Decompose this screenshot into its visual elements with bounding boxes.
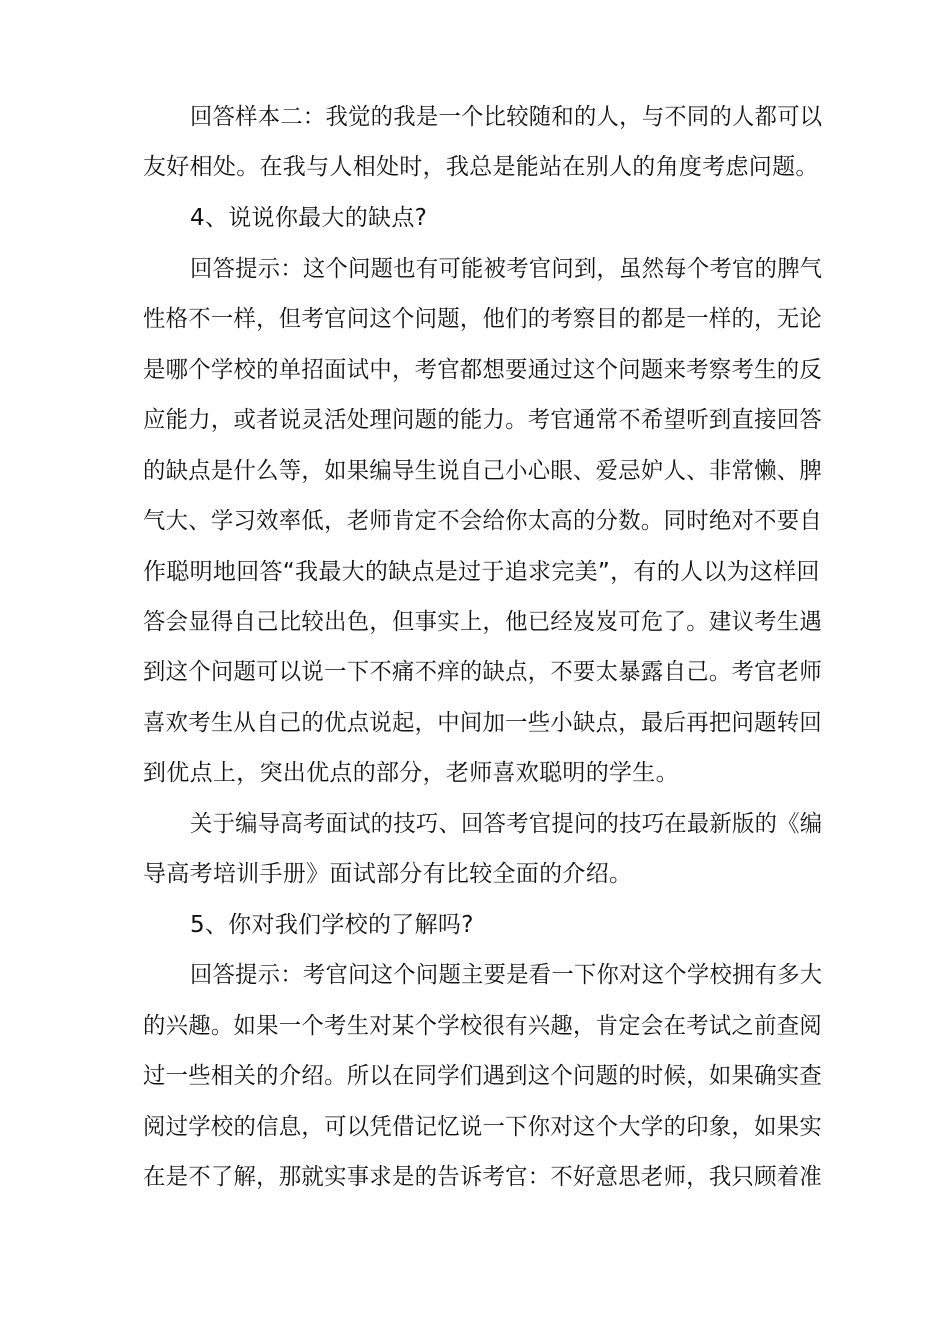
text-line: 应能力，或者说灵活处理问题的能力。考官通常不希望听到直接回答: [143, 407, 822, 433]
text-line: 作聪明地回答“我最大的缺点是过于追求完美”，有的人以为这样回: [143, 559, 820, 585]
text-line: 在是不了解，那就实事求是的告诉考官：不好意思老师，我只顾着准: [143, 1164, 822, 1190]
text-line: 过一些相关的介绍。所以在同学们遇到这个问题的时候，如果确实查: [143, 1063, 822, 1089]
text-line: 气大、学习效率低，老师肯定不会给你太高的分数。同时绝对不要自: [143, 508, 822, 534]
text-line: 友好相处。在我与人相处时，我总是能站在别人的角度考虑问题。: [143, 154, 819, 180]
text-line: 关于编导高考面试的技巧、回答考官提问的技巧在最新版的《编: [190, 811, 823, 837]
text-line: 的缺点是什么等，如果编导生说自己小心眼、爱忌妒人、非常懒、脾: [143, 458, 822, 484]
section-heading: 5、你对我们学校的了解吗?: [190, 912, 474, 938]
text-line: 回答提示：考官问这个问题主要是看一下你对这个学校拥有多大: [190, 962, 823, 988]
text-line: 回答样本二：我觉的我是一个比较随和的人，与不同的人都可以: [190, 104, 823, 130]
text-line: 阅过学校的信息，可以凭借记忆说一下你对这个大学的印象，如果实: [143, 1114, 822, 1140]
text-line: 的兴趣。如果一个考生对某个学校很有兴趣，肯定会在考试之前查阅: [143, 1013, 822, 1039]
text-line: 回答提示：这个问题也有可能被考官问到，虽然每个考官的脾气: [190, 256, 823, 282]
text-line: 答会显得自己比较出色，但事实上，他已经岌岌可危了。建议考生遇: [143, 609, 822, 635]
text-line: 是哪个学校的单招面试中，考官都想要通过这个问题来考察考生的反: [143, 357, 822, 383]
text-line: 喜欢考生从自己的优点说起，中间加一些小缺点，最后再把问题转回: [143, 710, 822, 736]
text-line: 性格不一样，但考官问这个问题，他们的考察目的都是一样的，无论: [143, 306, 822, 332]
text-line: 到优点上，突出优点的部分，老师喜欢聪明的学生。: [143, 760, 679, 786]
section-heading: 4、说说你最大的缺点?: [190, 205, 428, 231]
text-line: 导高考培训手册》面试部分有比较全面的介绍。: [143, 861, 633, 887]
text-line: 到这个问题可以说一下不痛不痒的缺点，不要太暴露自己。考官老师: [143, 659, 822, 685]
